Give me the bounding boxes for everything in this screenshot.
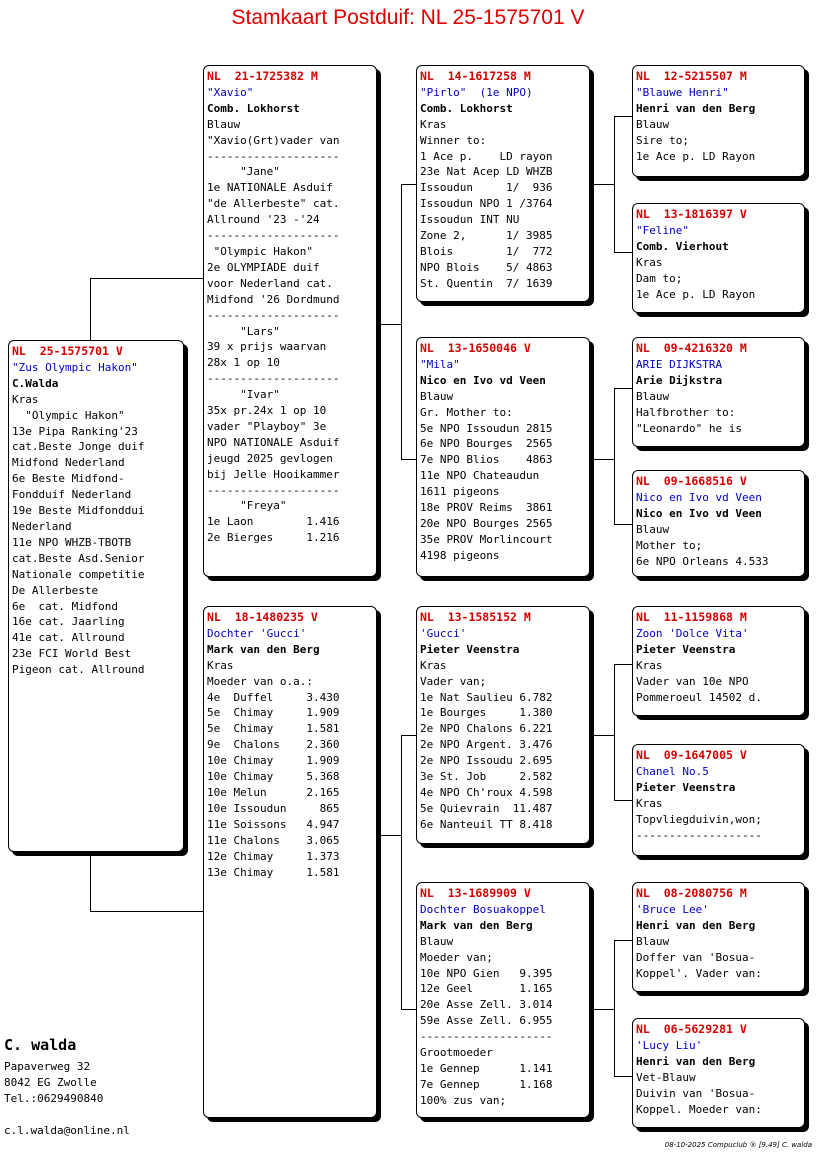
info-line: Vet-Blauw (636, 1070, 696, 1084)
info-line: 1e NATIONALE Asduif (207, 181, 333, 195)
pigeon-name: 'Gucci' (420, 626, 467, 640)
owner-name: C.Walda (12, 376, 59, 390)
info-line: Fondduif Nederland (12, 488, 132, 502)
info-line: 13e Chimay 1.581 (207, 865, 340, 879)
info-line: 18e PROV Reims 3861 (420, 501, 553, 515)
ring-number: NL 09-4216320 M (636, 341, 747, 355)
info-line: 9e Chalons 2.360 (207, 738, 340, 752)
info-line: Winner to: (420, 133, 487, 147)
paternal-grandfather-card (416, 65, 590, 302)
breeder-name: C. walda (4, 1036, 77, 1054)
info-line: 41e cat. Allround (12, 631, 125, 645)
info-line: 2e OLYMPIADE duif (207, 260, 320, 274)
info-line: voor Nederland cat. (207, 276, 333, 290)
connector (90, 278, 204, 279)
info-line: -------------------- (207, 483, 340, 497)
father-card (203, 65, 377, 577)
info-line: 1e Gennep 1.141 (420, 1061, 553, 1075)
breeder-address: Papaverweg 32 (4, 1060, 91, 1073)
info-line: 23e Nat Acep LD WHZB (420, 165, 553, 179)
info-line: 1e Laon 1.416 (207, 515, 340, 529)
info-line: Blauw (207, 117, 241, 131)
connector (614, 1076, 633, 1077)
ring-number: NL 13-1816397 V (636, 207, 747, 221)
connector (614, 940, 615, 1077)
info-line: jeugd 2025 gevlogen (207, 451, 333, 465)
info-line: Kras (207, 658, 234, 672)
connector (401, 735, 402, 1010)
ggp-mmm-card (632, 1018, 805, 1128)
ring-number: NL 13-1585152 M (420, 610, 531, 624)
connector (590, 735, 615, 736)
info-line: Issoudun NPO 1 /3764 (420, 197, 553, 211)
info-line: Topvliegduivin,won; (636, 812, 762, 826)
info-line: Moeder van; (420, 950, 493, 964)
maternal-grandfather-card (416, 606, 590, 844)
info-line: 11e Soissons 4.947 (207, 817, 340, 831)
pigeon-name: ARIE DIJKSTRA (636, 357, 723, 371)
info-line: 7e NPO Blios 4863 (420, 453, 553, 467)
info-line: 35x pr.24x 1 op 10 (207, 404, 327, 418)
info-line: 10e Chimay 5.368 (207, 770, 340, 784)
connector (90, 911, 204, 912)
info-line: 4198 pigeons (420, 548, 500, 562)
ring-number: NL 11-1159868 M (636, 610, 747, 624)
connector (614, 800, 633, 801)
pigeon-name: 'Lucy Liu' (636, 1038, 703, 1052)
info-line: Sire to; (636, 133, 689, 147)
page-title: Stamkaart Postduif: NL 25-1575701 V (231, 6, 585, 29)
info-line: 1e Ace p. LD Rayon (636, 149, 756, 163)
info-line: 10e Chimay 1.909 (207, 754, 340, 768)
info-line: Zone 2, 1/ 3985 (420, 229, 553, 243)
owner-name: Henri van den Berg (636, 918, 756, 932)
breeder-email: c.l.walda@online.nl (4, 1124, 130, 1137)
info-line: 10e Melun 2.165 (207, 785, 340, 799)
connector (614, 664, 633, 665)
info-line: bij Jelle Hooikammer (207, 467, 340, 481)
ggp-fmm-card (632, 470, 805, 577)
pigeon-name: Nico en Ivo vd Veen (636, 490, 762, 504)
pigeon-name: Dochter 'Gucci' (207, 626, 307, 640)
info-line: Allround '23 -'24 (207, 213, 320, 227)
info-line: Kras (636, 255, 663, 269)
info-line: vader "Playboy" 3e (207, 419, 327, 433)
owner-name: Pieter Veenstra (420, 642, 520, 656)
info-line: 5e Quievrain 11.487 (420, 801, 553, 815)
connector (590, 184, 615, 185)
ring-number: NL 08-2080756 M (636, 886, 747, 900)
info-line: Kras (636, 658, 663, 672)
info-line: Blauw (636, 389, 670, 403)
ring-number: NL 25-1575701 V (12, 344, 123, 358)
info-line: Vader van; (420, 674, 487, 688)
info-line: 10e Issoudun 865 (207, 801, 340, 815)
owner-name: Mark van den Berg (420, 918, 533, 932)
info-line: 11e NPO Chateaudun (420, 469, 540, 483)
info-line: Midfond '26 Dordmund (207, 292, 340, 306)
info-line: 1 Ace p. LD rayon (420, 149, 553, 163)
connector (614, 252, 633, 253)
info-line: 100% zus van; (420, 1093, 507, 1107)
owner-name: Pieter Veenstra (636, 642, 736, 656)
info-line: St. Quentin 7/ 1639 (420, 276, 553, 290)
connector (614, 664, 615, 801)
mother-card (203, 606, 377, 1118)
info-line: 5e NPO Issoudun 2815 (420, 421, 553, 435)
connector (401, 1009, 417, 1010)
ring-number: NL 14-1617258 M (420, 69, 531, 83)
info-line: 39 x prijs waarvan (207, 340, 327, 354)
pigeon-name: Dochter Bosuakoppel (420, 902, 546, 916)
info-line: "Jane" (207, 165, 280, 179)
info-line: 19e Beste Midfonddui (12, 504, 145, 518)
ggp-ffm-card (632, 203, 805, 313)
owner-name: Nico en Ivo vd Veen (636, 506, 762, 520)
ring-number: NL 13-1650046 V (420, 341, 531, 355)
info-line: De Allerbeste (12, 583, 99, 597)
paternal-grandmother-card (416, 337, 590, 577)
owner-name: Henri van den Berg (636, 1054, 756, 1068)
connector (614, 388, 633, 389)
info-line: 11e Chalons 3.065 (207, 833, 340, 847)
info-line: Doffer van 'Bosua- (636, 950, 756, 964)
info-line: Vader van 10e NPO (636, 674, 749, 688)
ring-number: NL 06-5629281 V (636, 1022, 747, 1036)
info-line: 6e cat. Midfond (12, 599, 118, 613)
owner-name: Nico en Ivo vd Veen (420, 373, 546, 387)
info-line: cat.Beste Jonge duif (12, 440, 145, 454)
info-line: Koppel. Moeder van: (636, 1102, 762, 1116)
ggp-mff-card (632, 606, 805, 716)
owner-name: Comb. Lokhorst (420, 101, 513, 115)
info-line: Kras (420, 117, 447, 131)
pigeon-name: Zoon 'Dolce Vita' (636, 626, 749, 640)
info-line: Pigeon cat. Allround (12, 663, 145, 677)
info-line: 4e Duffel 3.430 (207, 690, 340, 704)
info-line: 3e St. Job 2.582 (420, 770, 553, 784)
ring-number: NL 09-1668516 V (636, 474, 747, 488)
info-line: 6e NPO Bourges 2565 (420, 437, 553, 451)
ggp-fff-card (632, 65, 805, 177)
info-line: 12e Chimay 1.373 (207, 849, 340, 863)
info-line: Grootmoeder (420, 1046, 493, 1060)
info-line: Halfbrother to: (636, 405, 736, 419)
info-line: Blauw (420, 934, 454, 948)
connector (401, 735, 417, 736)
pigeon-name: "Feline" (636, 223, 689, 237)
ring-number: NL 13-1689909 V (420, 886, 531, 900)
info-line: 1e Ace p. LD Rayon (636, 287, 756, 301)
info-line: 35e PROV Morlincourt (420, 532, 553, 546)
ggp-mfm-card (632, 744, 805, 856)
info-line: 2e Bierges 1.216 (207, 531, 340, 545)
info-line: 6e NPO Orleans 4.533 (636, 554, 769, 568)
pigeon-name: "Zus Olympic Hakon" (12, 360, 138, 374)
info-line: 28x 1 op 10 (207, 356, 280, 370)
pigeon-name: "Blauwe Henri" (636, 85, 729, 99)
info-line: 13e Pipa Ranking'23 (12, 424, 138, 438)
info-line: Issoudun 1/ 936 (420, 181, 553, 195)
info-line: 2e NPO Argent. 3.476 (420, 738, 553, 752)
pigeon-name: "Xavio" (207, 85, 254, 99)
info-line: 5e Chimay 1.581 (207, 722, 340, 736)
info-line: "Leonardo" he is (636, 421, 742, 435)
info-line: Midfond Nederland (12, 456, 125, 470)
info-line: 59e Asse Zell. 6.955 (420, 1014, 553, 1028)
owner-name: Arie Dijkstra (636, 373, 723, 387)
connector (614, 116, 615, 253)
connector (401, 184, 417, 185)
connector (614, 524, 633, 525)
pigeon-name: "Pirlo" (1e NPO) (420, 85, 533, 99)
info-line: Nationale competitie (12, 567, 145, 581)
info-line: 10e NPO Gien 9.395 (420, 966, 553, 980)
info-line: NPO Blois 5/ 4863 (420, 260, 553, 274)
info-line: Kras (12, 392, 39, 406)
info-line: Blauw (420, 389, 454, 403)
ring-number: NL 21-1725382 M (207, 69, 318, 83)
pigeon-name: Chanel No.5 (636, 764, 709, 778)
info-line: 1e Nat Saulieu 6.782 (420, 690, 553, 704)
info-line: Moeder van o.a.: (207, 674, 313, 688)
info-line: Kras (636, 796, 663, 810)
info-line: NPO NATIONALE Asduif (207, 435, 340, 449)
info-line: Blauw (636, 117, 670, 131)
connector (90, 852, 91, 912)
info-line: 6e Nanteuil TT 8.418 (420, 817, 553, 831)
info-line: 6e Beste Midfond- (12, 472, 125, 486)
connector (377, 324, 402, 325)
info-line: 4e NPO Ch'roux 4.598 (420, 785, 553, 799)
pigeon-name: "Mila" (420, 357, 460, 371)
info-line: 23e FCI World Best (12, 647, 132, 661)
owner-name: Mark van den Berg (207, 642, 320, 656)
info-line: 11e NPO WHZB-TBOTB (12, 535, 132, 549)
info-line: 5e Chimay 1.909 (207, 706, 340, 720)
owner-name: Comb. Vierhout (636, 239, 729, 253)
info-line: "Olympic Hakon" (207, 244, 313, 258)
info-line: Mother to; (636, 538, 703, 552)
owner-name: Henri van den Berg (636, 101, 756, 115)
info-line: "Olympic Hakon" (12, 408, 125, 422)
info-line: Koppel'. Vader van: (636, 966, 762, 980)
breeder-phone: Tel.:0629490840 (4, 1092, 104, 1105)
info-line: "de Allerbeste" cat. (207, 197, 340, 211)
info-line: ------------------- (636, 828, 762, 842)
info-line: Pommeroeul 14502 d. (636, 690, 762, 704)
info-line: 7e Gennep 1.168 (420, 1077, 553, 1091)
info-line: 20e Asse Zell. 3.014 (420, 998, 553, 1012)
info-line: 1611 pigeons (420, 485, 500, 499)
owner-name: Comb. Lokhorst (207, 101, 300, 115)
pigeon-name: 'Bruce Lee' (636, 902, 709, 916)
info-line: -------------------- (207, 372, 340, 386)
info-line: 2e NPO Chalons 6.221 (420, 722, 553, 736)
breeder-city: 8042 EG Zwolle (4, 1076, 97, 1089)
info-line: -------------------- (420, 1030, 553, 1044)
info-line: Duivin van 'Bosua- (636, 1086, 756, 1100)
ring-number: NL 18-1480235 V (207, 610, 318, 624)
info-line: Kras (420, 658, 447, 672)
info-line: 2e NPO Issoudu 2.695 (420, 754, 553, 768)
info-line: "Freya" (207, 499, 287, 513)
ggp-fmf-card (632, 337, 805, 447)
info-line: Blauw (636, 934, 670, 948)
ring-number: NL 09-1647005 V (636, 748, 747, 762)
connector (614, 116, 633, 117)
info-line: -------------------- (207, 308, 340, 322)
info-line: 20e NPO Bourges 2565 (420, 516, 553, 530)
connector (401, 459, 417, 460)
connector (90, 278, 91, 340)
software-stamp: 08-10-2025 Compuclub ® [9.49] C. walda (664, 1141, 812, 1149)
info-line: Dam to; (636, 271, 683, 285)
info-line: -------------------- (207, 229, 340, 243)
connector (614, 388, 615, 525)
info-line: Gr. Mother to: (420, 405, 513, 419)
info-line: 1e Bourges 1.380 (420, 706, 553, 720)
connector (614, 940, 633, 941)
info-line: cat.Beste Asd.Senior (12, 551, 145, 565)
info-line: Nederland (12, 519, 72, 533)
info-line: -------------------- (207, 149, 340, 163)
connector (590, 1009, 615, 1010)
info-line: 12e Geel 1.165 (420, 982, 553, 996)
info-line: "Lars" (207, 324, 280, 338)
info-line: "Ivar" (207, 388, 280, 402)
connector (401, 184, 402, 460)
info-line: 16e cat. Jaarling (12, 615, 125, 629)
subject-card (8, 340, 184, 852)
info-line: Issoudun INT NU (420, 213, 520, 227)
info-line: Blauw (636, 522, 670, 536)
maternal-grandmother-card (416, 882, 590, 1118)
info-line: Blois 1/ 772 (420, 244, 553, 258)
ring-number: NL 12-5215507 M (636, 69, 747, 83)
owner-name: Pieter Veenstra (636, 780, 736, 794)
info-line: "Xavio(Grt)vader van (207, 133, 340, 147)
connector (590, 459, 615, 460)
connector (377, 835, 402, 836)
ggp-mmf-card (632, 882, 805, 992)
